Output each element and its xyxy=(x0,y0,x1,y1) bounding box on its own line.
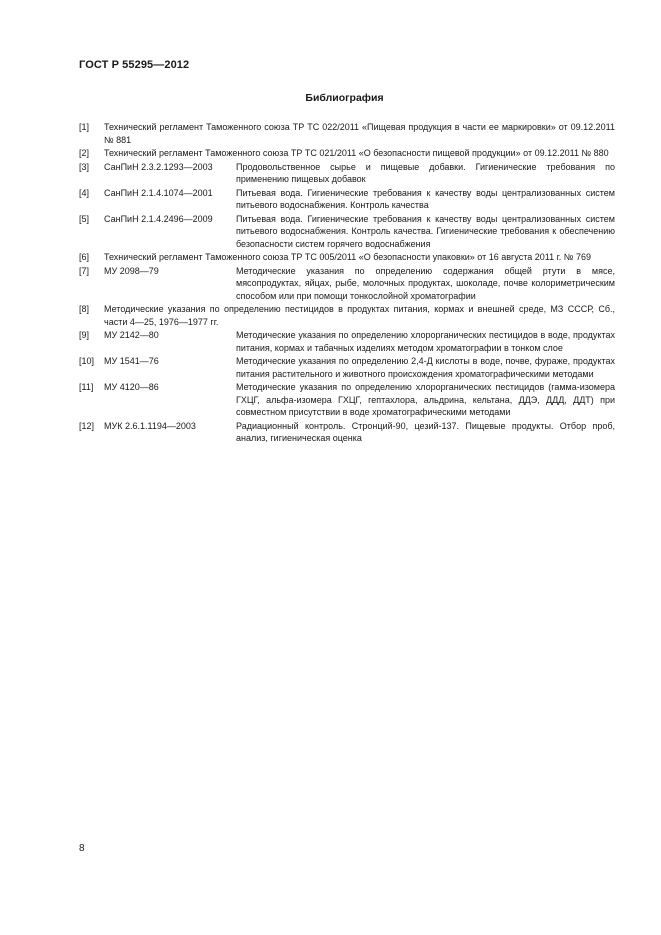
bib-text: Радиационный контроль. Стронций-90, цезий-137. Пищевые продукты. Отбор проб, анализ, гигиеническая оценка xyxy=(236,420,615,443)
bib-entry-1 xyxy=(79,121,615,146)
bib-text: Технический регламент Таможенного союза ТР ТС 021/2011 «О безопасности пищевой продукции» от 09.12.2011 № 880 xyxy=(104,148,609,158)
bib-text: Методические указания по определению содержания общей ртути в мясе, мясопродуктах, яйцах, рыбе, молочных продуктах, шоколаде, почве колориметрическим способом или при помощи тонкослойной хроматографии xyxy=(236,265,615,301)
bib-code: МУ 1541—76 xyxy=(104,356,159,366)
bib-entry-10 xyxy=(79,355,615,380)
bib-number: [7] xyxy=(79,265,90,276)
bib-text: Продовольственное сырье и пищевые добавки. Гигиенические требования по применению пищевых добавок xyxy=(236,161,615,184)
document-header: ГОСТ Р 55295—2012 xyxy=(79,59,190,71)
bib-entry-9 xyxy=(79,329,615,354)
bib-entry-6 xyxy=(79,251,615,264)
bib-number: [9] xyxy=(79,330,90,340)
bib-number: [12] xyxy=(79,420,95,431)
bib-text: Технический регламент Таможенного союза ТР ТС 022/2011 «Пищевая продукция в части ее маркировки» от 09.12.2011 № 881 xyxy=(104,122,615,145)
bib-entry-8 xyxy=(79,303,615,328)
page-number: 8 xyxy=(79,843,85,854)
bib-number: [8] xyxy=(79,304,90,314)
bib-number: [3] xyxy=(79,161,90,172)
bib-code: МУ 4120—86 xyxy=(104,382,159,392)
bib-entry-4 xyxy=(79,187,615,212)
section-title: Библиография xyxy=(305,92,384,104)
bib-code: СанПиН 2.1.4.1074—2001 xyxy=(104,187,213,198)
bib-text: Технический регламент Таможенного союза ТР ТС 005/2011 «О безопасности упаковки» от 16 августа 2011 г. № 769 xyxy=(104,252,591,262)
bib-number: [11] xyxy=(79,382,94,392)
bib-text: Методические указания по определению хлорорганических пестицидов (гамма-изомера ГХЦГ, альфа-изомера ГХЦГ, гептахлора, альдрина, кельтана, ДДЭ, ДДД, ДДТ) при совместном присутствии в воде хроматографическими методами xyxy=(236,382,615,417)
bib-number: [10] xyxy=(79,356,95,366)
bib-text: Питьевая вода. Гигиенические требования к качеству воды централизованных систем питьевого водоснабжения. Контроль качества. Гигиенические требования к обеспечению безопасности систем горячего водоснабжения xyxy=(236,213,615,249)
bib-entry-3 xyxy=(79,161,615,186)
bib-text: Методические указания по определению 2,4-Д кислоты в воде, почве, фураже, продуктах питания растительного и животного происхождения хроматографическими методами xyxy=(236,356,615,379)
bib-code: СанПиН 2.1.4.2496—2009 xyxy=(104,213,213,224)
bib-entry-12 xyxy=(79,420,615,445)
bib-number: [6] xyxy=(79,252,90,262)
bib-number: [2] xyxy=(79,148,90,158)
bib-text: Питьевая вода. Гигиенические требования к качеству воды централизованных систем питьевого водоснабжения. Контроль качества xyxy=(236,187,615,210)
bib-entry-2 xyxy=(79,147,615,160)
bib-entry-5 xyxy=(79,213,615,251)
bib-text: Методические указания по определению пестицидов в продуктах питания, кормах и внешней среде, МЗ СССР, Сб., части 4—25, 1976—1977 гг. xyxy=(104,304,615,327)
bib-code: СанПиН 2.3.2.1293—2003 xyxy=(104,161,213,172)
bib-number: [1] xyxy=(79,122,90,132)
bib-number: [4] xyxy=(79,187,90,198)
bib-code: МУ 2142—80 xyxy=(104,330,159,340)
bib-entry-7 xyxy=(79,265,615,303)
bib-number: [5] xyxy=(79,213,90,224)
bibliography-list xyxy=(79,121,615,446)
bib-code: МУК 2.6.1.1194—2003 xyxy=(104,420,196,431)
bib-code: МУ 2098—79 xyxy=(104,265,159,276)
bib-text: Методические указания по определению хлорорганических пестицидов в воде, продуктах питания, кормах и табачных изделиях методом хроматографии в тонком слое xyxy=(236,330,615,353)
bib-entry-11 xyxy=(79,381,615,419)
